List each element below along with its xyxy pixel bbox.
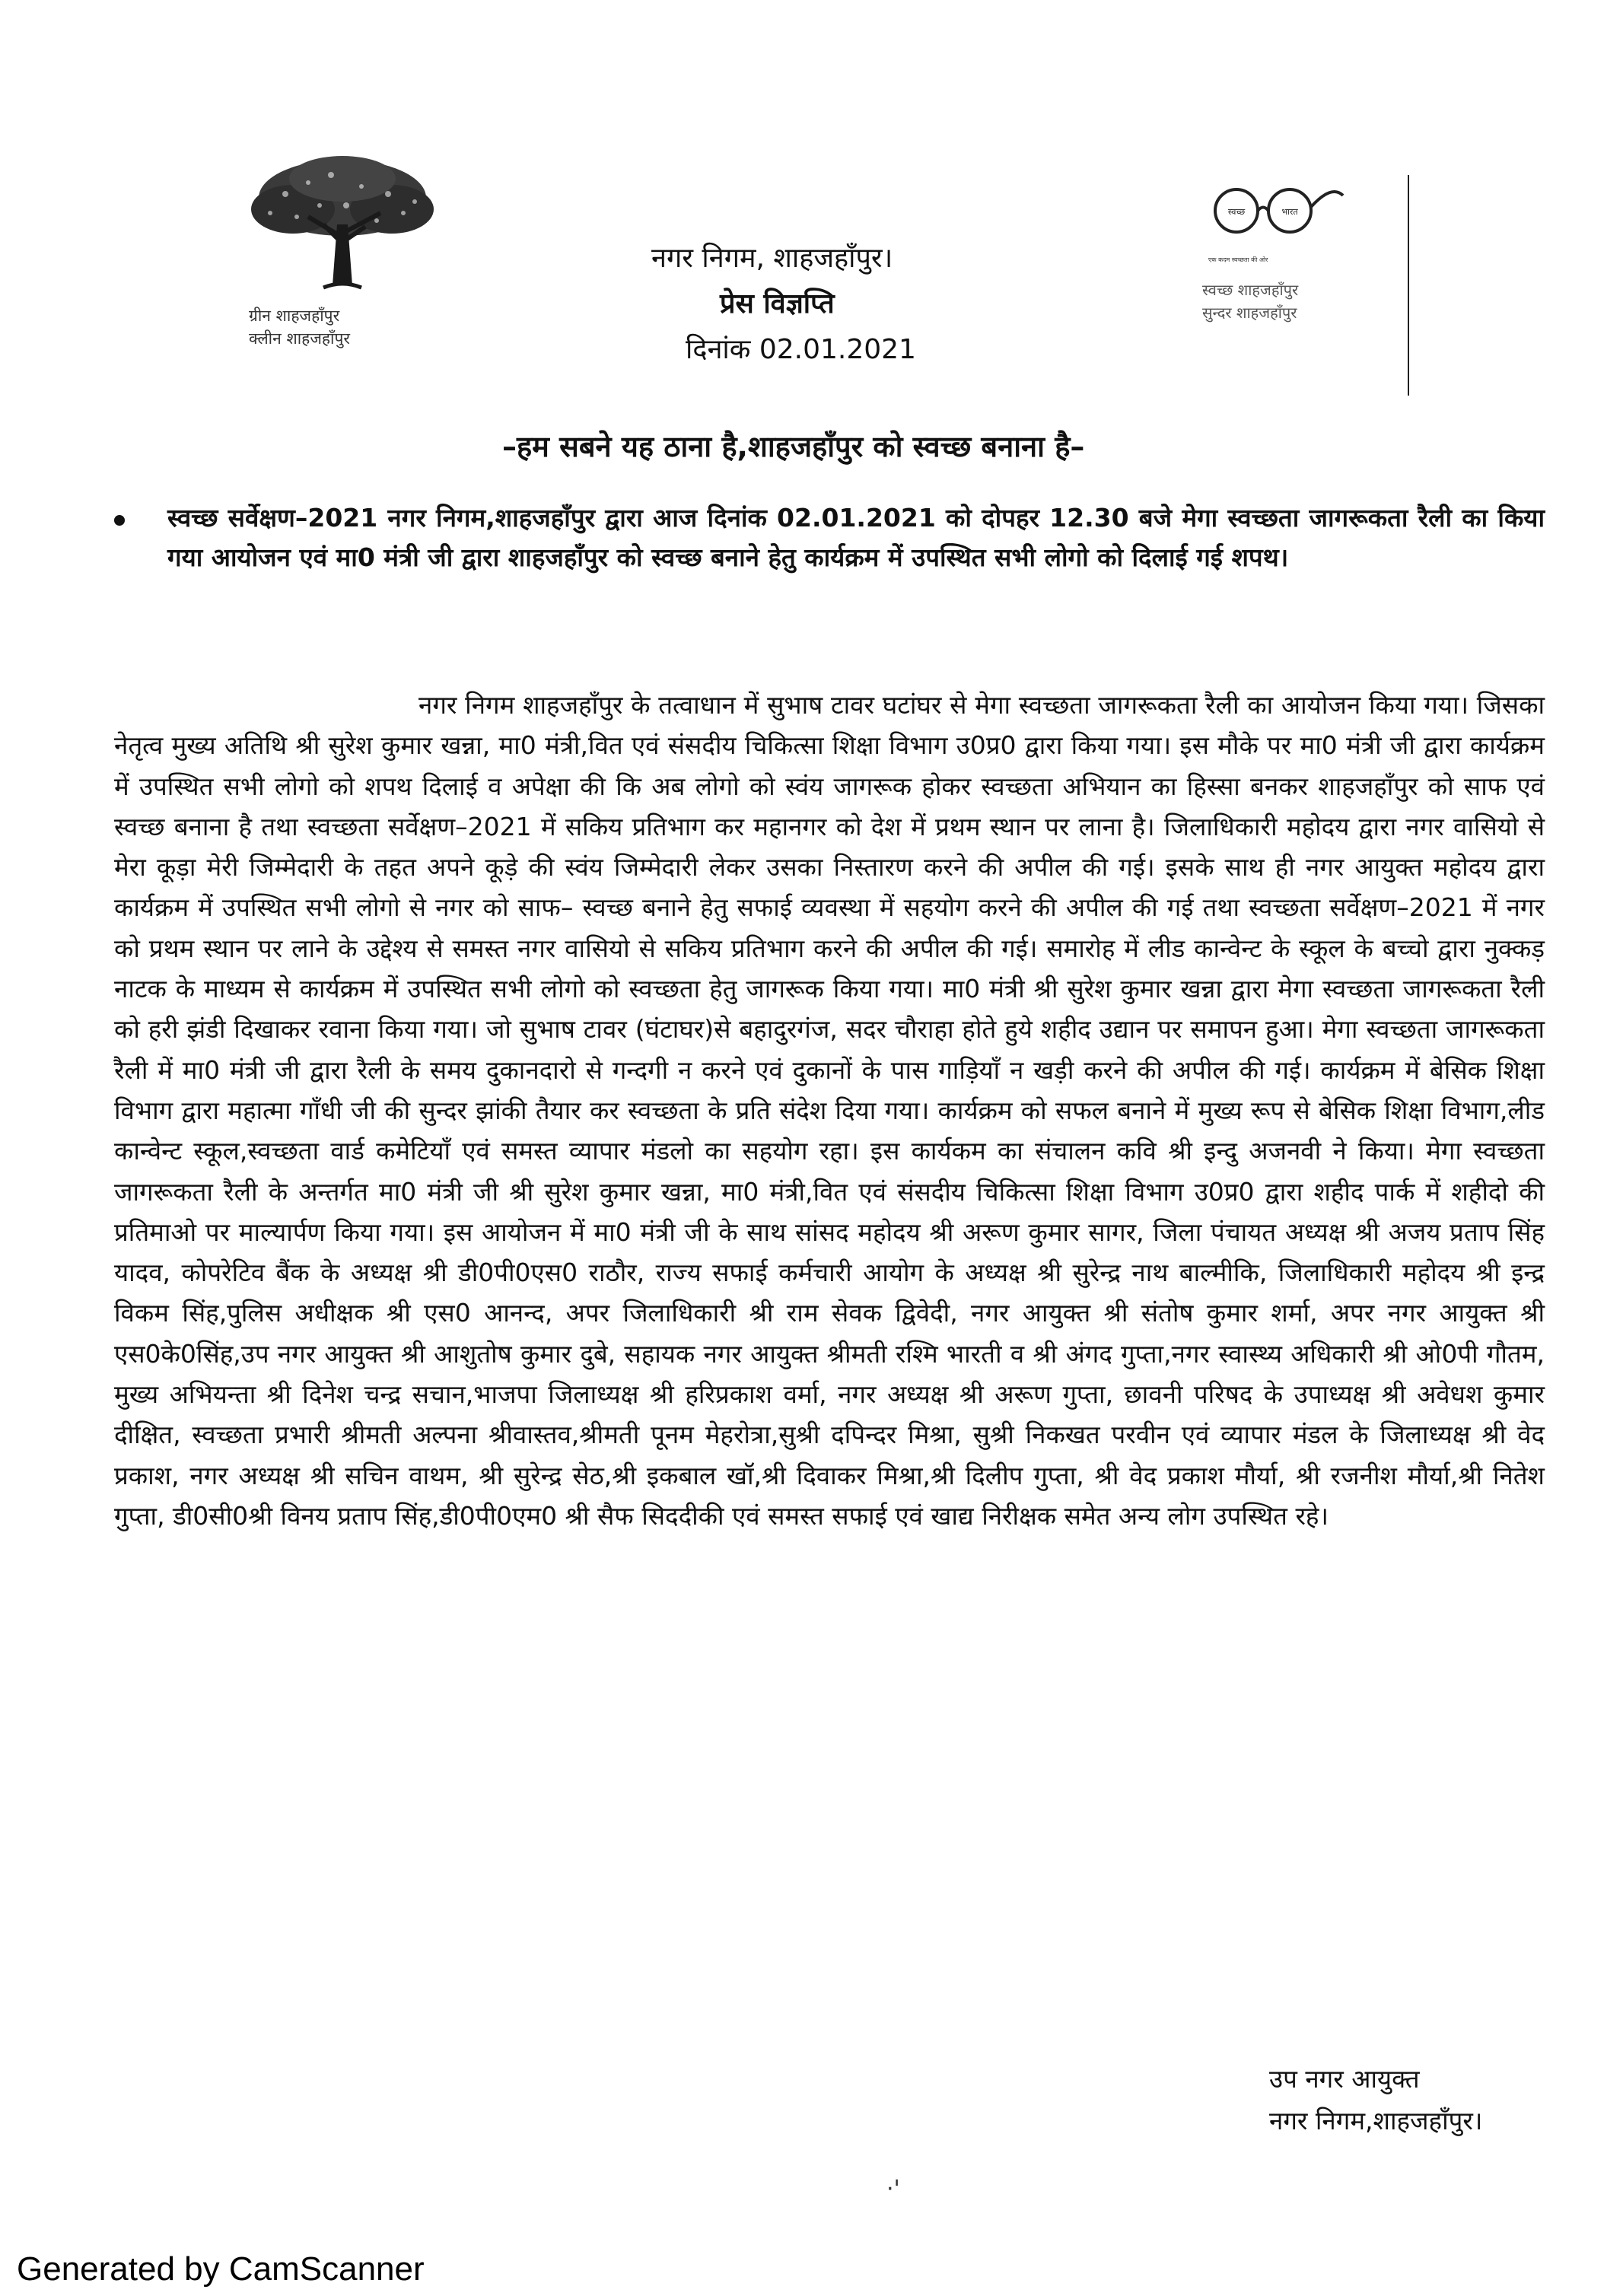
left-logo-line1: ग्रीन शाहजहाँपुर <box>249 307 340 325</box>
signatory-office: नगर निगम,शाहजहाँपुर। <box>1269 2106 1483 2135</box>
right-logo-line2: सुन्दर शाहजहाँपुर <box>1202 304 1297 322</box>
tree-icon <box>240 152 445 304</box>
scan-mark: ·' <box>886 2176 900 2202</box>
headline-bullet <box>114 498 1545 577</box>
right-logo-line1: स्वच्छ शाहजहाँपुर <box>1202 281 1299 299</box>
signatory-designation: उप नगर आयुक्त <box>1269 2064 1420 2094</box>
right-lens-label: भारत <box>1281 207 1298 217</box>
scanner-watermark: Generated by CamScanner <box>17 2250 425 2288</box>
signature-block <box>1269 2058 1574 2142</box>
org-name: नगर निगम, शाहजहाँपुर। <box>651 243 893 274</box>
green-shahjahanpur-logo <box>232 152 453 350</box>
body-paragraph: नगर निगम शाहजहाँपुर के तत्वाधान में सुभाष टावर घटांघर से मेगा स्वच्छता जागरूकता रैली का आयोजन किया गया। जिसका नेतृत्व मुख्य अतिथि श्री सुरेश कुमार खन्ना, मा0 मंत्री,वित एवं संसदीय चिकित्सा शिक्षा विभाग उ0प्र0 द्वारा किया गया। इस मौके पर मा0 मंत्री जी द्वारा कार्यक्रम में उपस्थित सभी लोगो को शपथ दिलाई व अपेक्षा की कि अब लोगो को स्वंय जागरूक होकर स्वच्छता अभियान का हिस्सा बनकर शाहजहाँपुर को साफ एवं स्वच्छ बनाना है तथा स्वच्छता सर्वेक्षण–2021 में सकिय प्रतिभाग कर महानगर को देश में प्रथम स्थान पर लाना है। जिलाधिकारी महोदय द्वारा नगर वासियो से मेरा कूड़ा मेरी जिम्मेदारी के तहत अपने कूड़े की स्वंय जिम्मेदारी लेकर उसका निस्तारण करने की अपील की गई। इसके साथ ही नगर आयुक्त महोदय द्वारा कार्यक्रम में उपस्थित सभी लोगो से नगर को साफ– स्वच्छ बनाने हेतु सफाई व्यवस्था में सहयोग करने की अपील की गई तथा स्वच्छता सर्वेक्षण–2021 में नगर को प्रथम स्थान पर लाने के उद्देश्य से समस्त नगर वासियो से सकिय प्रतिभाग करने की अपील की गई। समारोह में लीड कान्वेन्ट के स्कूल के बच्चो द्वारा नुक्कड़ नाटक के माध्यम से कार्यक्रम में उपस्थित सभी लोगो को स्वच्छता हेतु जागरूक किया गया। मा0 मंत्री श्री सुरेश कुमार खन्ना द्वारा मेगा स्वच्छता जागरूकता रैली को हरी झंडी दिखाकर रवाना किया गया। जो सुभाष टावर (घंटाघर)से बहादुरगंज, सदर चौराहा होते हुये शहीद उद्यान पर समापन हुआ। मेगा स्वच्छता जागरूकता रैली में मा0 मंत्री जी द्वारा रैली के समय दुकानदारो से गन्दगी न करने एवं दुकानों के पास गाड़ियाँ न खड़ी करने की अपील की गई। कार्यक्रम में बेसिक शिक्षा विभाग द्वारा महात्मा गाँधी जी की सुन्दर झांकी तैयार कर स्वच्छता के प्रति संदेश दिया गया। कार्यक्रम को सफल बनाने में मुख्य रूप से बेसिक शिक्षा विभाग,लीड कान्वेन्ट स्कूल,स्वच्छता वार्ड कमेटियाँ एवं समस्त व्यापार मंडलो का सहयोग रहा। इस कार्यकम का संचालन कवि श्री इन्दु अजनवी ने किया। मेगा स्वच्छता जागरूकता रैली के अन्तर्गत मा0 मंत्री जी श्री सुरेश कुमार खन्ना, मा0 मंत्री,वित एवं संसदीय चिकित्सा शिक्षा विभाग उ0प्र0 द्वारा शहीद पार्क में शहीदो की प्रतिमाओ पर माल्यार्पण किया गया। इस आयोजन में मा0 मंत्री जी के साथ सांसद महोदय श्री अरूण कुमार सागर, जिला पंचायत अध्यक्ष श्री अजय प्रताप सिंह यादव, कोपरेटिव बैंक के अध्यक्ष श्री डी0पी0एस0 राठौर, राज्य सफाई कर्मचारी आयोग के अध्यक्ष श्री सुरेन्द्र नाथ बाल्मीकि, जिलाधिकारी महोदय श्री इन्द्र विकम सिंह,पुलिस अधीक्षक श्री एस0 आनन्द, अपर जिलाधिकारी श्री राम सेवक द्विवेदी, नगर आयुक्त श्री संतोष कुमार शर्मा, अपर नगर आयुक्त श्री एस0के0सिंह,उप नगर आयुक्त श्री आशुतोष कुमार दुबे, सहायक नगर आयुक्त श्रीमती रश्मि भारती व श्री अंगद गुप्ता,नगर स्वास्थ्य अधिकारी श्री ओ0पी गौतम, मुख्य अभियन्ता श्री दिनेश चन्द्र सचान,भाजपा जिलाध्यक्ष श्री हरिप्रकाश वर्मा, नगर अध्यक्ष श्री अरूण गुप्ता, छावनी परिषद के उपाध्यक्ष श्री अवेधश कुमार दीक्षित, स्वच्छता प्रभारी श्रीमती अल्पना श्रीवास्तव,श्रीमती पूनम मेहरोत्रा,सुश्री दपिन्दर मिश्रा, सुश्री निकखत परवीन एवं व्यापार मंडल के जिलाध्यक्ष श्री वेद प्रकाश, नगर अध्यक्ष श्री सचिन वाथम, श्री सुरेन्द्र सेठ,श्री इकबाल खॉ,श्री दिवाकर मिश्रा,श्री दिलीप गुप्ता, श्री वेद प्रकाश मौर्या, श्री रजनीश मौर्या,श्री नितेश गुप्ता, डी0सी0श्री विनय प्रताप सिंह,डी0पी0एम0 श्री सैफ सिददीकी एवं समस्त सफाई एवं खाद्य निरीक्षक समेत अन्य लोग उपस्थित रहे। <box>114 690 1545 1531</box>
slogan: –हम सबने यह ठाना है,शाहजहाँपुर को स्वच्छ बनाना है– <box>502 430 1085 463</box>
bullet-icon <box>114 515 125 526</box>
gandhi-spectacles-icon <box>1195 176 1347 237</box>
left-lens-label: स्वच्छ <box>1227 207 1246 217</box>
left-logo-line2: क्लीन शाहजहाँपुर <box>249 329 351 348</box>
doc-date: दिनांक 02.01.2021 <box>686 334 916 365</box>
swachh-bharat-logo <box>1195 176 1392 324</box>
doc-type: प्रेस विज्ञप्ति <box>720 288 835 320</box>
headline-text: स्वच्छ सर्वेक्षण–2021 नगर निगम,शाहजहाँपुर द्वारा आज दिनांक 02.01.2021 को दोपहर 12.30 बजे मेगा स्वच्छता जागरूकता रैली का किया गया आयोजन एवं मा0 मंत्री जी द्वारा शाहजहाँपुर को स्वच्छ बनाने हेतु कार्यक्रम में उपस्थित सभी लोगो को दिलाई गई शपथ। <box>167 503 1545 572</box>
header-divider <box>1408 175 1409 396</box>
right-logo-tagline: एक कदम स्वच्छता की ओर <box>1208 256 1268 263</box>
letterhead <box>651 236 986 373</box>
